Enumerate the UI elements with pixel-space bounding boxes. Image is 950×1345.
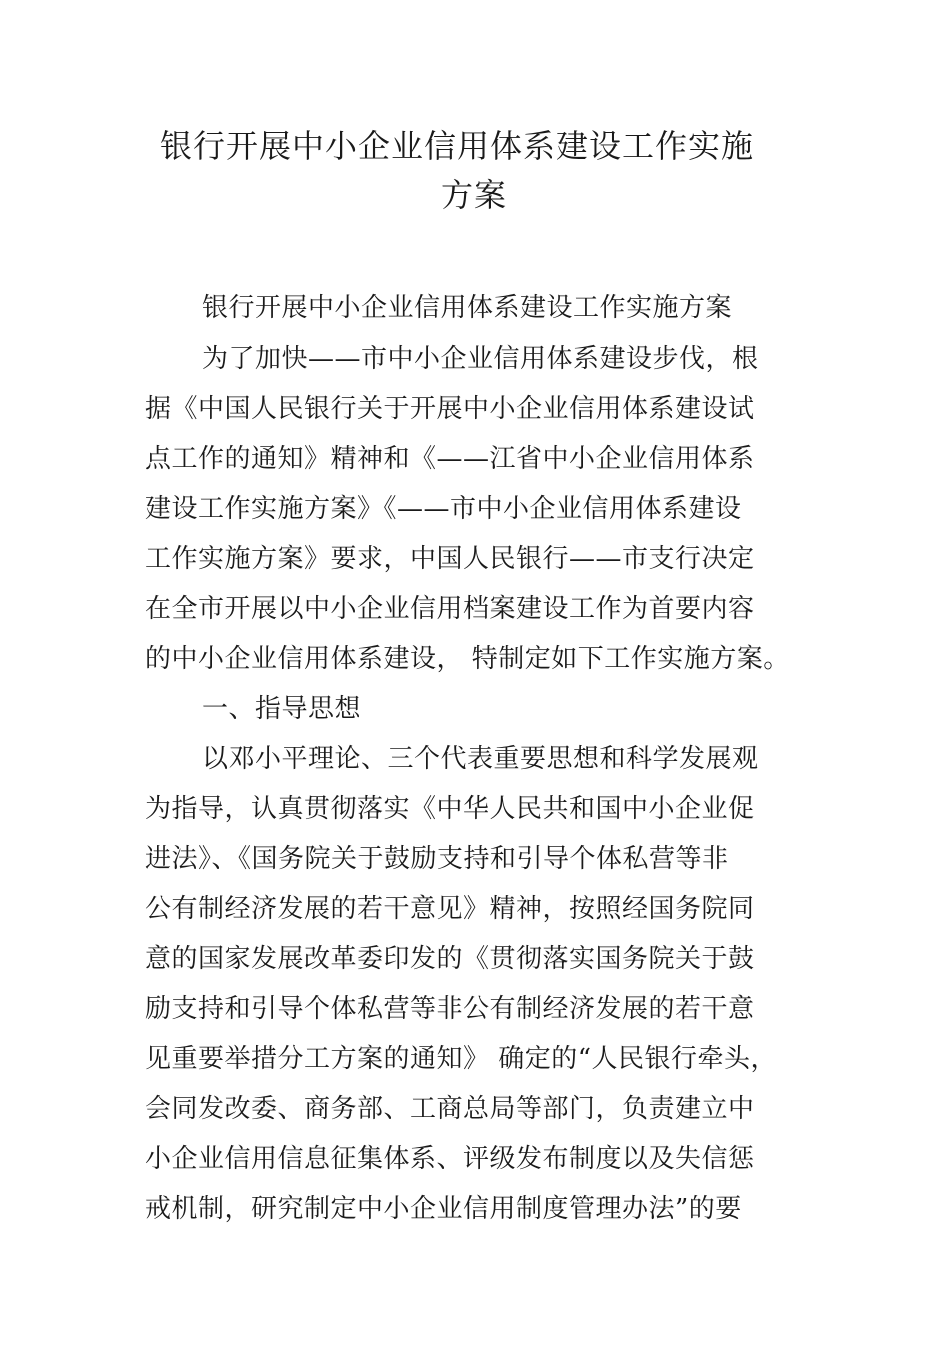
- paragraph-line: 为了加快——市中小企业信用体系建设步伐，根: [202, 344, 759, 374]
- paragraph-line: 以邓小平理论、三个代表重要思想和科学发展观: [202, 744, 759, 774]
- paragraph-line: 据《中国人民银行关于开展中小企业信用体系建设试: [145, 394, 755, 424]
- paragraph-line: 会同发改委、商务部、工商总局等部门，负责建立中: [145, 1094, 755, 1124]
- paragraph-line: 小企业信用信息征集体系、评级发布制度以及失信惩: [145, 1144, 755, 1174]
- paragraph-line: 意的国家发展改革委印发的《贯彻落实国务院关于鼓: [145, 944, 755, 974]
- section-heading: 一、指导思想: [202, 694, 362, 724]
- paragraph-line: 戒机制，研究制定中小企业信用制度管理办法”的要: [145, 1194, 742, 1224]
- paragraph-line: 的中小企业信用体系建设， 特制定如下工作实施方案。: [145, 644, 790, 674]
- paragraph-line: 点工作的通知》精神和《——江省中小企业信用体系: [145, 444, 755, 474]
- paragraph-line: 进法》、《国务院关于鼓励支持和引导个体私营等非: [145, 844, 729, 874]
- paragraph-line: 工作实施方案》要求，中国人民银行——市支行决定: [145, 544, 755, 574]
- paragraph-line: 为指导，认真贯彻落实《中华人民共和国中小企业促: [145, 794, 755, 824]
- document-title-line-1: 银行开展中小企业信用体系建设工作实施: [160, 127, 755, 165]
- paragraph-line: 励支持和引导个体私营等非公有制经济发展的若干意: [145, 994, 755, 1024]
- body-subtitle: 银行开展中小企业信用体系建设工作实施方案: [202, 293, 733, 323]
- paragraph-line: 建设工作实施方案》《——市中小企业信用体系建设: [145, 494, 742, 524]
- paragraph-line: 在全市开展以中小企业信用档案建设工作为首要内容: [145, 594, 755, 624]
- paragraph-line: 公有制经济发展的若干意见》精神，按照经国务院同: [145, 894, 755, 924]
- paragraph-line: 见重要举措分工方案的通知》 确定的“人民银行牵头，: [145, 1044, 778, 1074]
- document-title-line-2: 方案: [441, 176, 508, 214]
